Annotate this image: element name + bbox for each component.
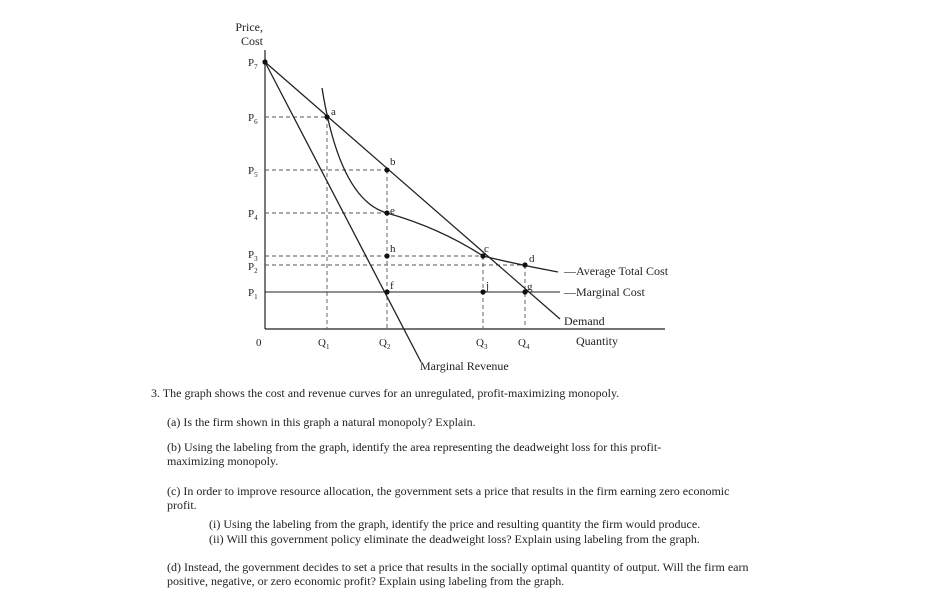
- atc-label: —Average Total Cost: [564, 264, 669, 278]
- question-d: (d) Instead, the government decides to set a price that results in the socially optimal quantity of output. Will the firm earn positive, negative, or zero economic profit? Explain using labeling from the graph.: [167, 560, 749, 588]
- point-a: [324, 114, 329, 119]
- point-p7: [262, 59, 267, 64]
- mr-label: Marginal Revenue: [420, 359, 509, 373]
- tick-p1: $P_1$: [248, 287, 258, 301]
- label-b: b: [390, 156, 396, 168]
- demand-curve: [265, 62, 560, 319]
- label-c: c: [484, 243, 489, 255]
- y-axis-title-line2: Cost: [240, 34, 263, 48]
- point-h: [384, 253, 389, 258]
- point-j: [480, 289, 485, 294]
- question-b: (b) Using the labeling from the graph, identify the area representing the deadweight loss for this profit-maximizing monopoly.: [167, 440, 662, 468]
- question-c-ii: (ii) Will this government policy eliminate the deadweight loss? Explain using labeling from the graph.: [209, 532, 700, 546]
- tick-q4: $Q_4$: [518, 337, 530, 351]
- label-a: a: [331, 106, 336, 118]
- tick-p6: $P_6$: [248, 112, 258, 126]
- average-total-cost-curve: [322, 88, 558, 272]
- label-e: e: [390, 205, 395, 217]
- question-c: (c) In order to improve resource allocation, the government sets a price that results in the firm earning zero economic profit.: [167, 484, 730, 512]
- tick-p3: $P_3$: [248, 249, 258, 263]
- point-f: [384, 289, 389, 294]
- tick-p4: $P_4$: [248, 208, 258, 222]
- label-j: j: [486, 280, 490, 292]
- tick-p2: $P_2$: [248, 261, 258, 275]
- point-b: [384, 167, 389, 172]
- demand-label: Demand: [564, 314, 605, 328]
- marginal-revenue-curve: [265, 62, 421, 362]
- question-intro: 3. The graph shows the cost and revenue curves for an unregulated, profit-maximizing monopoly.: [151, 386, 620, 400]
- tick-q1: $Q_1$: [318, 337, 330, 351]
- label-d: d: [529, 253, 535, 265]
- tick-p5: $P_5$: [248, 165, 258, 179]
- tick-p7: $P_7$: [248, 57, 258, 71]
- origin-label: 0: [256, 337, 262, 349]
- label-f: f: [390, 280, 394, 292]
- x-axis-title: Quantity: [576, 334, 618, 348]
- label-h: h: [390, 243, 396, 255]
- question-c-i: (i) Using the labeling from the graph, identify the price and resulting quantity the firm would produce.: [209, 517, 701, 531]
- point-d: [522, 262, 527, 267]
- tick-q3: $Q_3$: [476, 337, 488, 351]
- label-g: g: [527, 281, 533, 293]
- mc-label: —Marginal Cost: [564, 285, 645, 299]
- tick-q2: $Q_2$: [379, 337, 391, 351]
- y-axis-title-line1: Price,: [235, 20, 263, 34]
- point-e: [384, 210, 389, 215]
- question-a: (a) Is the firm shown in this graph a natural monopoly? Explain.: [167, 415, 476, 429]
